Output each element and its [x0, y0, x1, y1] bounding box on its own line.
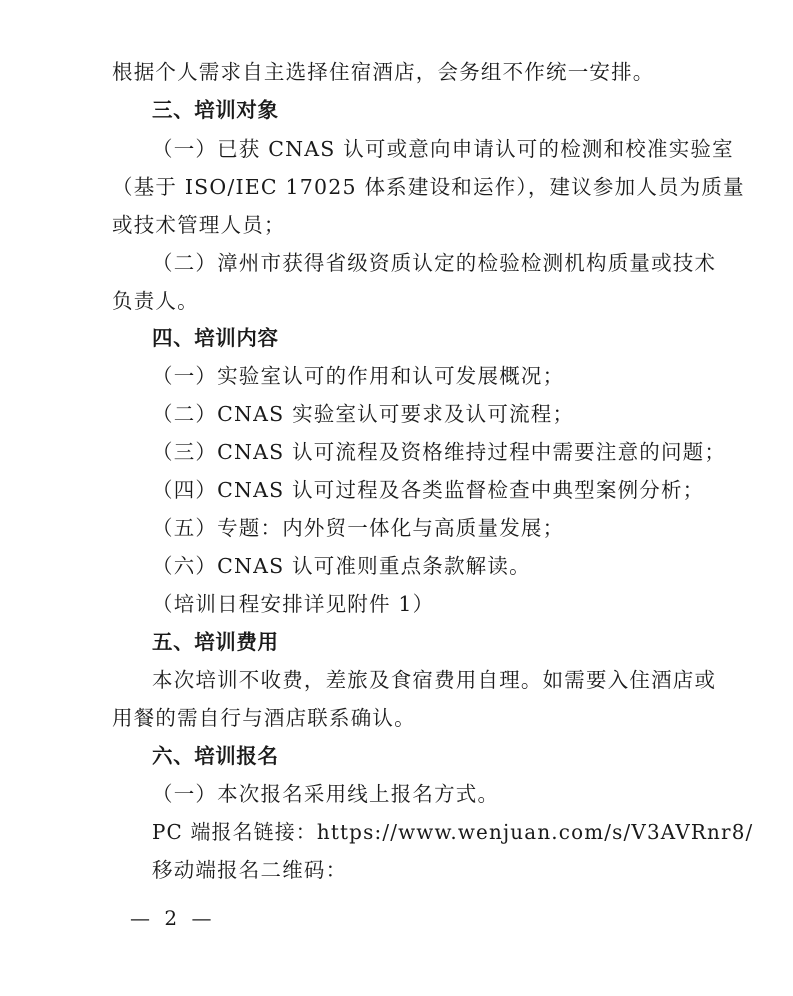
schedule-note: （培训日程安排详见附件 1）: [152, 592, 435, 616]
paragraph-line-target-1: （一）已获 CNAS 认可或意向申请认可的检测和校准实验室: [152, 137, 734, 161]
list-item-content-2: （二）CNAS 实验室认可要求及认可流程；: [152, 402, 575, 426]
paragraph-line-target-2: （二）漳州市获得省级资质认定的检验检测机构质量或技术: [152, 251, 717, 275]
mobile-qr-label: 移动端报名二维码：: [152, 858, 348, 882]
section-heading-training-target: 三、培训对象: [152, 98, 279, 122]
list-item-content-5: （五）专题：内外贸一体化与高质量发展；: [152, 516, 565, 540]
paragraph-line-target-2-end: 负责人。: [112, 289, 199, 313]
paragraph-line-fees-end: 用餐的需自行与酒店联系确认。: [112, 706, 416, 730]
page-number: — 2 —: [130, 906, 216, 930]
paragraph-line-accommodation: 根据个人需求自主选择住宿酒店，会务组不作统一安排。: [112, 60, 655, 84]
list-item-content-6: （六）CNAS 认可准则重点条款解读。: [152, 554, 531, 578]
section-heading-training-fees: 五、培训费用: [152, 630, 279, 654]
section-heading-training-content: 四、培训内容: [152, 326, 279, 350]
section-heading-registration: 六、培训报名: [152, 744, 279, 768]
registration-link-line: PC 端报名链接：https://www.wenjuan.com/s/V3AVRnr8/: [152, 820, 754, 844]
paragraph-line-registration-method: （一）本次报名采用线上报名方式。: [152, 782, 500, 806]
list-item-content-3: （三）CNAS 认可流程及资格维持过程中需要注意的问题；: [152, 440, 727, 464]
list-item-content-1: （一）实验室认可的作用和认可发展概况；: [152, 364, 565, 388]
paragraph-line-fees: 本次培训不收费，差旅及食宿费用自理。如需要入住酒店或: [152, 668, 717, 692]
paragraph-line-target-1-end: 或技术管理人员；: [112, 213, 286, 237]
paragraph-line-target-1-cont: （基于 ISO/IEC 17025 体系建设和运作），建议参加人员为质量: [112, 175, 745, 199]
list-item-content-4: （四）CNAS 认可过程及各类监督检查中典型案例分析；: [152, 478, 705, 502]
